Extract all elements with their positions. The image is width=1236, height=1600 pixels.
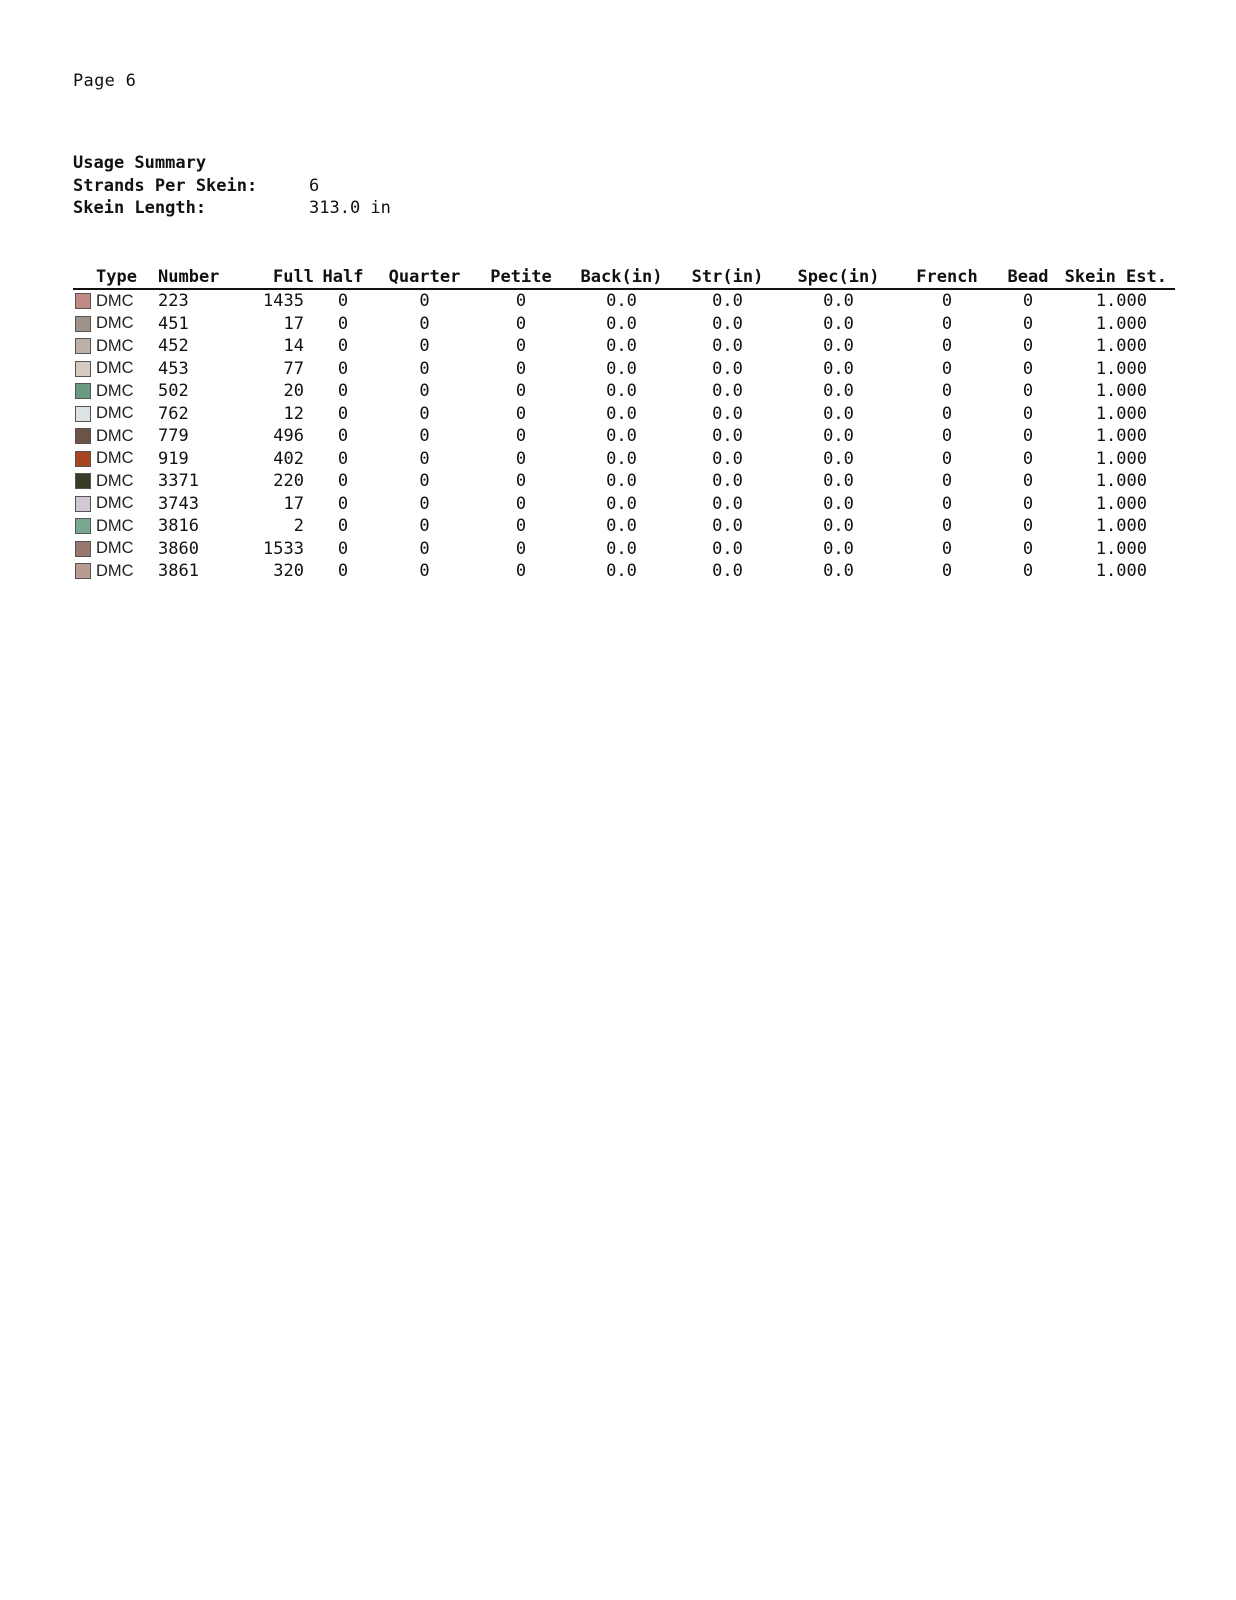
cell-half: 0 [337,538,349,559]
cell-petite: 0 [515,448,527,469]
table-row [73,448,1175,471]
cell-full: 17 [283,493,304,514]
cell-str: 0.0 [712,471,743,492]
cell-skein-est: 1.000 [1095,448,1147,469]
cell-petite: 0 [515,471,527,492]
cell-skein-est: 1.000 [1095,426,1147,447]
cell-spec: 0.0 [823,516,854,537]
cell-number: 3743 [158,493,199,514]
header-full: Full [238,262,314,289]
cell-quarter: 0 [419,538,430,559]
cell-quarter: 0 [419,448,430,469]
cell-full: 14 [283,336,304,357]
header-type: Type [96,262,158,289]
cell-half: 0 [337,448,349,469]
cell-french: 0 [941,448,953,469]
table-row [73,515,1175,538]
cell-skein-est: 1.000 [1095,561,1147,582]
cell-full: 402 [273,448,304,469]
cell-skein-est: 1.000 [1095,538,1147,559]
swatch-cell [73,538,96,561]
header-swatch [73,262,96,289]
cell-bead: 0 [1022,561,1034,582]
cell-french: 0 [941,381,953,402]
cell-type: DMC [96,291,134,310]
cell-type: DMC [96,404,134,423]
color-swatch [75,428,91,444]
color-swatch [75,563,91,579]
cell-type: DMC [96,561,134,580]
cell-quarter: 0 [419,516,430,537]
cell-bead: 0 [1022,448,1034,469]
cell-bead: 0 [1022,516,1034,537]
header-spec: Spec(in) [777,262,900,289]
length-label: Skein Length: [73,198,207,218]
cell-back: 0.0 [606,381,637,402]
cell-back: 0.0 [606,358,637,379]
cell-back: 0.0 [606,538,637,559]
swatch-cell [73,289,96,313]
cell-bead: 0 [1022,493,1034,514]
header-petite: Petite [477,262,565,289]
cell-full: 77 [283,358,304,379]
table-header-row [73,262,1175,289]
cell-petite: 0 [515,336,527,357]
cell-str: 0.0 [712,403,743,424]
cell-french: 0 [941,538,953,559]
cell-quarter: 0 [419,426,430,447]
cell-french: 0 [941,336,953,357]
cell-half: 0 [337,516,349,537]
table-row [73,425,1175,448]
cell-number: 502 [158,381,189,402]
cell-back: 0.0 [606,471,637,492]
cell-spec: 0.0 [823,313,854,334]
cell-quarter: 0 [419,561,430,582]
cell-bead: 0 [1022,381,1034,402]
cell-back: 0.0 [606,448,637,469]
cell-type: DMC [96,539,134,558]
cell-str: 0.0 [712,336,743,357]
color-swatch [75,518,91,534]
table-row [73,335,1175,358]
cell-skein-est: 1.000 [1095,358,1147,379]
color-swatch [75,541,91,557]
cell-number: 3371 [158,471,199,492]
cell-petite: 0 [515,493,527,514]
cell-quarter: 0 [419,336,430,357]
cell-full: 20 [283,381,304,402]
header-quarter: Quarter [372,262,477,289]
cell-quarter: 0 [419,291,430,312]
cell-str: 0.0 [712,448,743,469]
cell-quarter: 0 [419,493,430,514]
length-row [73,197,391,220]
swatch-cell [73,403,96,426]
cell-spec: 0.0 [823,538,854,559]
cell-half: 0 [337,561,349,582]
header-french: French [900,262,994,289]
cell-number: 762 [158,403,189,424]
cell-spec: 0.0 [823,381,854,402]
cell-spec: 0.0 [823,358,854,379]
cell-skein-est: 1.000 [1095,313,1147,334]
cell-half: 0 [337,493,349,514]
table-row [73,289,1175,313]
swatch-cell [73,380,96,403]
swatch-cell [73,448,96,471]
cell-spec: 0.0 [823,448,854,469]
cell-spec: 0.0 [823,426,854,447]
swatch-cell [73,515,96,538]
table-row [73,560,1175,583]
cell-quarter: 0 [419,403,430,424]
cell-bead: 0 [1022,291,1034,312]
cell-type: DMC [96,471,134,490]
strands-row [73,175,391,198]
strands-value: 6 [309,175,320,196]
cell-half: 0 [337,471,349,492]
swatch-cell [73,335,96,358]
page-number: Page 6 [73,71,137,91]
cell-full: 1435 [263,291,304,312]
table-row [73,493,1175,516]
cell-back: 0.0 [606,291,637,312]
cell-half: 0 [337,313,349,334]
cell-number: 223 [158,291,189,312]
swatch-cell [73,358,96,381]
cell-full: 1533 [263,538,304,559]
cell-spec: 0.0 [823,493,854,514]
cell-type: DMC [96,426,134,445]
cell-number: 3816 [158,516,199,537]
color-swatch [75,383,91,399]
cell-french: 0 [941,471,953,492]
cell-skein-est: 1.000 [1095,493,1147,514]
cell-french: 0 [941,516,953,537]
header-half: Half [314,262,372,289]
header-number: Number [158,262,238,289]
cell-spec: 0.0 [823,561,854,582]
cell-spec: 0.0 [823,291,854,312]
cell-number: 451 [158,313,189,334]
summary-title: Usage Summary [73,153,207,173]
cell-full: 496 [273,426,304,447]
cell-half: 0 [337,291,349,312]
cell-petite: 0 [515,313,527,334]
cell-spec: 0.0 [823,471,854,492]
color-swatch [75,473,91,489]
cell-str: 0.0 [712,561,743,582]
cell-french: 0 [941,403,953,424]
cell-str: 0.0 [712,538,743,559]
cell-str: 0.0 [712,426,743,447]
color-swatch [75,496,91,512]
cell-quarter: 0 [419,471,430,492]
swatch-cell [73,493,96,516]
cell-french: 0 [941,358,953,379]
cell-petite: 0 [515,561,527,582]
cell-back: 0.0 [606,336,637,357]
cell-french: 0 [941,313,953,334]
cell-quarter: 0 [419,381,430,402]
table-row [73,470,1175,493]
cell-bead: 0 [1022,403,1034,424]
cell-half: 0 [337,426,349,447]
cell-petite: 0 [515,291,527,312]
header-bead: Bead [994,262,1062,289]
cell-skein-est: 1.000 [1095,471,1147,492]
color-swatch [75,293,91,309]
cell-petite: 0 [515,381,527,402]
cell-quarter: 0 [419,358,430,379]
color-swatch [75,406,91,422]
cell-type: DMC [96,516,134,535]
cell-skein-est: 1.000 [1095,291,1147,312]
cell-type: DMC [96,381,134,400]
swatch-cell [73,425,96,448]
table-row [73,380,1175,403]
table-row [73,313,1175,336]
cell-half: 0 [337,381,349,402]
cell-bead: 0 [1022,538,1034,559]
cell-number: 779 [158,426,189,447]
cell-petite: 0 [515,403,527,424]
cell-bead: 0 [1022,471,1034,492]
cell-back: 0.0 [606,426,637,447]
color-swatch [75,338,91,354]
table-row [73,403,1175,426]
color-swatch [75,361,91,377]
cell-full: 12 [283,403,304,424]
usage-table [73,262,1175,583]
cell-number: 919 [158,448,189,469]
cell-petite: 0 [515,358,527,379]
cell-type: DMC [96,359,134,378]
cell-str: 0.0 [712,291,743,312]
cell-type: DMC [96,314,134,333]
cell-str: 0.0 [712,381,743,402]
cell-back: 0.0 [606,561,637,582]
cell-number: 453 [158,358,189,379]
cell-full: 2 [293,516,304,537]
cell-skein-est: 1.000 [1095,516,1147,537]
cell-petite: 0 [515,516,527,537]
swatch-cell [73,560,96,583]
cell-back: 0.0 [606,313,637,334]
cell-bead: 0 [1022,336,1034,357]
cell-french: 0 [941,426,953,447]
swatch-cell [73,470,96,493]
cell-back: 0.0 [606,493,637,514]
cell-number: 3861 [158,561,199,582]
cell-full: 220 [273,471,304,492]
table-row [73,358,1175,381]
cell-french: 0 [941,561,953,582]
cell-number: 3860 [158,538,199,559]
table-row [73,538,1175,561]
header-skein-est: Skein Est. [1062,262,1175,289]
header-str: Str(in) [678,262,777,289]
length-value: 313.0 in [309,198,391,218]
cell-skein-est: 1.000 [1095,381,1147,402]
cell-bead: 0 [1022,358,1034,379]
cell-type: DMC [96,449,134,468]
color-swatch [75,316,91,332]
cell-petite: 0 [515,426,527,447]
cell-type: DMC [96,494,134,513]
cell-number: 452 [158,336,189,357]
cell-bead: 0 [1022,313,1034,334]
cell-type: DMC [96,336,134,355]
cell-full: 17 [283,313,304,334]
swatch-cell [73,313,96,336]
cell-quarter: 0 [419,313,430,334]
cell-french: 0 [941,493,953,514]
cell-skein-est: 1.000 [1095,403,1147,424]
cell-back: 0.0 [606,403,637,424]
cell-str: 0.0 [712,516,743,537]
strands-label: Strands Per Skein: [73,175,258,196]
cell-back: 0.0 [606,516,637,537]
cell-skein-est: 1.000 [1095,336,1147,357]
cell-half: 0 [337,336,349,357]
color-swatch [75,451,91,467]
cell-half: 0 [337,358,349,379]
cell-french: 0 [941,291,953,312]
cell-str: 0.0 [712,358,743,379]
cell-str: 0.0 [712,313,743,334]
cell-full: 320 [273,561,304,582]
header-back: Back(in) [565,262,678,289]
cell-str: 0.0 [712,493,743,514]
usage-summary [73,152,391,220]
cell-half: 0 [337,403,349,424]
cell-spec: 0.0 [823,336,854,357]
cell-petite: 0 [515,538,527,559]
cell-bead: 0 [1022,426,1034,447]
cell-spec: 0.0 [823,403,854,424]
